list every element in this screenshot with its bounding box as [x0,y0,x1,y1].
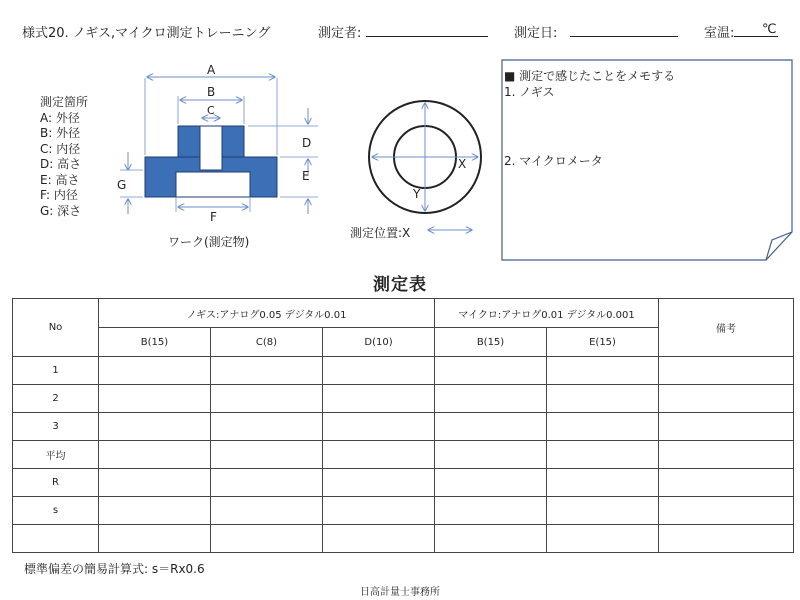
table-cell[interactable] [659,469,794,497]
temp-unit: ℃ [762,22,777,37]
table-cell[interactable] [323,413,435,441]
table-cell[interactable] [547,469,659,497]
table-cell[interactable] [323,357,435,385]
table-cell[interactable] [547,497,659,525]
row-label: 2 [13,385,99,413]
row-label: s [13,497,99,525]
subheader-e15: E(15) [547,328,659,357]
legend-item-d: D: 高さ [40,157,82,171]
table-cell[interactable] [435,497,547,525]
table-cell[interactable] [435,441,547,469]
form-title: 様式20. ノギス,マイクロ測定トレーニング [22,26,271,41]
table-cell[interactable] [323,441,435,469]
table-cell[interactable] [211,413,323,441]
table-cell[interactable] [659,525,794,553]
ring-label-y: Y [413,187,421,201]
table-row [13,497,794,525]
table-cell[interactable] [547,357,659,385]
row-label: 3 [13,413,99,441]
table-cell[interactable] [211,497,323,525]
table-row [13,385,794,413]
measurement-table [12,298,794,553]
table-row [13,469,794,497]
dim-label-a: A [207,63,216,77]
table-row [13,525,794,553]
table-row [13,357,794,385]
legend-item-c: C: 内径 [40,141,81,156]
table-cell[interactable] [323,497,435,525]
date-label: 測定日: [514,26,558,41]
table-cell[interactable] [547,441,659,469]
workpiece-shape [145,126,277,197]
table-cell[interactable] [547,385,659,413]
office-name: 日高計量士事務所 [360,587,440,598]
table-cell[interactable] [323,469,435,497]
table-cell[interactable] [99,413,211,441]
subheader-c8: C(8) [211,328,323,357]
legend-item-e: E: 高さ [40,172,80,187]
table-cell[interactable] [435,385,547,413]
table-cell[interactable] [211,441,323,469]
row-label: 1 [13,357,99,385]
memo-title: ■ 測定で感じたことをメモする [504,69,676,83]
table-cell[interactable] [99,441,211,469]
table-cell[interactable] [99,357,211,385]
table-cell[interactable] [659,497,794,525]
table-row [13,413,794,441]
dim-label-b: B [207,85,216,99]
memo-item-2: 2. マイクロメータ [504,154,603,168]
dim-label-e: E [302,169,310,183]
dim-label-f: F [210,210,217,224]
legend-item-a: A: 外径 [40,110,80,125]
table-cell[interactable] [659,357,794,385]
table-cell[interactable] [99,385,211,413]
room-temp-label: 室温: [704,26,735,41]
work-caption: ワーク(測定物) [168,235,250,249]
micro-header: マイクロ:アナログ0.01 デジタル0.001 [435,299,659,328]
legend-item-f: F: 内径 [40,188,78,202]
subheader-d10: D(10) [323,328,435,357]
subheader-b15-micro: B(15) [435,328,547,357]
dim-label-c: C [207,104,215,117]
ring-label-x: X [458,157,467,171]
table-cell[interactable] [211,469,323,497]
dim-label-d: D [302,136,312,150]
table-row [13,441,794,469]
subheader-b15: B(15) [99,328,211,357]
table-cell[interactable] [435,469,547,497]
table-cell[interactable] [211,385,323,413]
table-cell[interactable] [435,525,547,553]
table-cell[interactable] [323,525,435,553]
remarks-header: 備考 [659,299,794,357]
table-cell[interactable] [435,413,547,441]
table-cell[interactable] [99,497,211,525]
table-cell[interactable] [659,413,794,441]
measurer-label: 測定者: [318,26,362,41]
dim-label-g: G [117,178,127,192]
memo-item-1: 1. ノギス [504,85,555,99]
ring-top-view [369,101,481,213]
row-label: R [13,469,99,497]
no-header: No [13,299,99,357]
row-label [13,525,99,553]
table-cell[interactable] [211,357,323,385]
legend-item-b: B: 外径 [40,126,81,140]
table-cell[interactable] [547,525,659,553]
table-cell[interactable] [547,413,659,441]
table-title: 測定表 [373,275,427,295]
legend-item-g: G: 深さ [40,203,82,218]
table-cell[interactable] [211,525,323,553]
nogisu-header: ノギス:アナログ0.05 デジタル0.01 [99,299,435,328]
table-cell[interactable] [99,469,211,497]
position-caption: 測定位置:X [350,226,411,240]
table-cell[interactable] [659,385,794,413]
legend-title: 測定箇所 [40,95,89,109]
memo-content [504,68,675,169]
row-label: 平均 [13,441,99,469]
table-cell[interactable] [659,441,794,469]
table-cell[interactable] [99,525,211,553]
formula-note: 標準偏差の簡易計算式: s＝Rx0.6 [24,562,205,576]
table-cell[interactable] [435,357,547,385]
table-cell[interactable] [323,385,435,413]
